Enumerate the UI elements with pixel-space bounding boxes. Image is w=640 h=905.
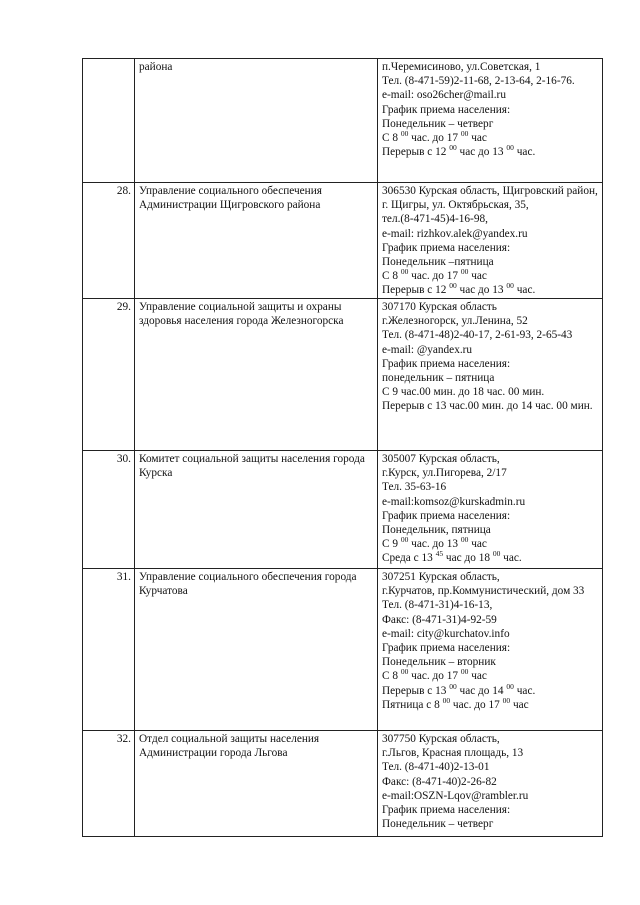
row-number: 29. bbox=[83, 299, 135, 451]
schedule-days: понедельник – пятница bbox=[382, 372, 495, 385]
fax: Факс: (8-471-31)4-92-59 bbox=[382, 613, 497, 626]
address-line: г.Курчатов, пр.Коммунистический, дом 33 bbox=[382, 585, 585, 598]
schedule-friday: Пятница с 8 $^{00}$ час. до 17 $^{00}$ час bbox=[382, 695, 529, 711]
row-number: 28. bbox=[83, 183, 135, 299]
social-services-table bbox=[82, 58, 603, 837]
phone: Тел. (8-471-31)4-16-13, bbox=[382, 599, 493, 612]
contact-cell bbox=[378, 451, 603, 569]
organization-name: района bbox=[135, 59, 378, 183]
schedule-hours: С 8 $^{00}$ час. до 17 $^{00}$ час bbox=[382, 267, 487, 283]
contact-cell bbox=[378, 183, 603, 299]
organization-name: Отдел социальной защиты населения Администрации города Льгова bbox=[135, 731, 378, 837]
schedule-days: Понедельник – четверг bbox=[382, 818, 494, 831]
table-row bbox=[83, 569, 603, 731]
organization-name: Управление социального обеспечения Администрации Щигровского района bbox=[135, 183, 378, 299]
schedule-label: График приема населения: bbox=[382, 509, 511, 522]
schedule-hours: С 8 $^{00}$ час. до 17 $^{00}$ час bbox=[382, 667, 487, 683]
email: e-mail:OSZN-Lqov@rambler.ru bbox=[382, 789, 529, 802]
address-line: 307170 Курская область bbox=[382, 301, 497, 313]
schedule-days: Понедельник –пятница bbox=[382, 256, 494, 269]
schedule-break: Перерыв с 12 $^{00}$ час до 13 $^{00}$ час. bbox=[382, 143, 536, 159]
schedule-days: Понедельник – четверг bbox=[382, 117, 494, 130]
email: e-mail: city@kurchatov.info bbox=[382, 627, 510, 640]
organization-name: Комитет социальной защиты населения города Курска bbox=[135, 451, 378, 569]
schedule-break: Перерыв с 13 час.00 мин. до 14 час. 00 мин. bbox=[382, 400, 593, 413]
row-number bbox=[83, 59, 135, 183]
phone: Тел. (8-471-48)2-40-17, 2-61-93, 2-65-43 bbox=[382, 329, 573, 342]
schedule-days: Понедельник, пятница bbox=[382, 524, 491, 537]
organization-name: Управление социального обеспечения города Курчатова bbox=[135, 569, 378, 731]
contact-cell bbox=[378, 731, 603, 837]
row-number: 31. bbox=[83, 569, 135, 731]
contact-cell bbox=[378, 59, 603, 183]
schedule-wednesday: Среда с 13 $^{45}$ час до 18 $^{00}$ час. bbox=[382, 549, 522, 565]
phone: тел.(8-471-45)4-16-98, bbox=[382, 213, 488, 226]
email: e-mail:komsoz@kurskadmin.ru bbox=[382, 495, 526, 508]
schedule-label: График приема населения: bbox=[382, 804, 511, 817]
address-line: 307251 Курская область, bbox=[382, 571, 500, 583]
schedule-label: График приема населения: bbox=[382, 103, 511, 116]
schedule-label: График приема населения: bbox=[382, 241, 511, 254]
phone: Тел. (8-471-40)2-13-01 bbox=[382, 761, 490, 774]
schedule-days: Понедельник – вторник bbox=[382, 656, 496, 669]
row-number: 32. bbox=[83, 731, 135, 837]
schedule-label: График приема населения: bbox=[382, 357, 511, 370]
address-line: г.Льгов, Красная площадь, 13 bbox=[382, 747, 524, 760]
address-line: г.Железногорск, ул.Ленина, 52 bbox=[382, 315, 528, 328]
contact-cell bbox=[378, 299, 603, 451]
email: e-mail: oso26cher@mail.ru bbox=[382, 89, 506, 102]
email: e-mail: @yandex.ru bbox=[382, 343, 473, 356]
address-line: 305007 Курская область, bbox=[382, 453, 500, 465]
address-line: 307750 Курская область, bbox=[382, 733, 500, 745]
table-row bbox=[83, 731, 603, 837]
schedule-break: Перерыв с 12 $^{00}$ час до 13 $^{00}$ час. bbox=[382, 281, 536, 297]
email: e-mail: rizhkov.alek@yandex.ru bbox=[382, 227, 528, 240]
address-line: 306530 Курская область, Щигровский район, г. Щигры, ул. Октябрьская, 35, bbox=[382, 185, 598, 212]
table-row bbox=[83, 59, 603, 183]
table-row bbox=[83, 451, 603, 569]
contact-cell bbox=[378, 569, 603, 731]
table-row bbox=[83, 299, 603, 451]
fax: Факс: (8-471-40)2-26-82 bbox=[382, 775, 497, 788]
organization-name: Управление социальной защиты и охраны здоровья населения города Железногорска bbox=[135, 299, 378, 451]
table-row bbox=[83, 183, 603, 299]
schedule-label: График приема населения: bbox=[382, 642, 511, 655]
schedule-hours: С 8 $^{00}$ час. до 17 $^{00}$ час bbox=[382, 129, 487, 145]
address-line: г.Курск, ул.Пигорева, 2/17 bbox=[382, 467, 507, 480]
address-line: п.Черемисиново, ул.Советская, 1 bbox=[382, 61, 541, 73]
phone: Тел. 35-63-16 bbox=[382, 481, 447, 494]
phone: Тел. (8-471-59)2-11-68, 2-13-64, 2-16-76. bbox=[382, 75, 575, 88]
schedule-hours: С 9 час.00 мин. до 18 час. 00 мин. bbox=[382, 386, 545, 399]
schedule-hours: С 9 $^{00}$ час. до 13 $^{00}$ час bbox=[382, 535, 487, 551]
row-number: 30. bbox=[83, 451, 135, 569]
schedule-break: Перерыв с 13 $^{00}$ час до 14 $^{00}$ час. bbox=[382, 681, 536, 697]
